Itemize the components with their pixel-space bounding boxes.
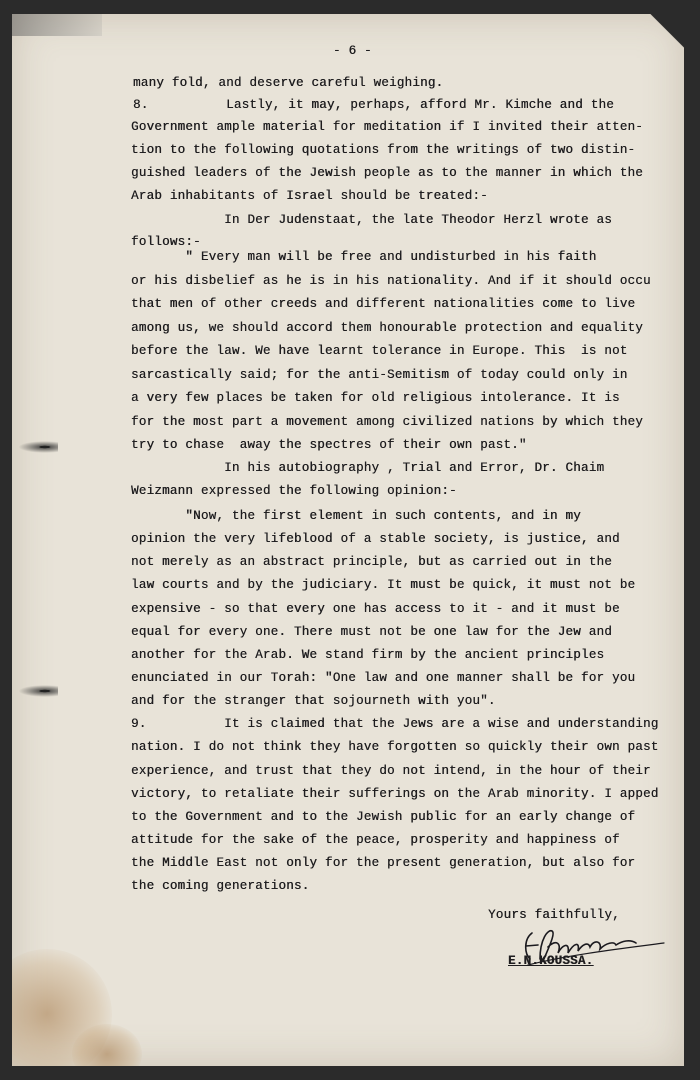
- text-line: try to chase away the spectres of their own past.": [131, 438, 527, 452]
- text-line: or his disbelief as he is in his nationality. And if it should occu: [131, 274, 651, 288]
- text-line: a very few places be taken for old religious intolerance. It is: [131, 391, 620, 405]
- text-line: the coming generations.: [131, 879, 310, 893]
- text-line: attitude for the sake of the peace, prosperity and happiness of: [131, 833, 620, 847]
- text-line: Weizmann expressed the following opinion:-: [131, 484, 457, 498]
- text-line: sarcastically said; for the anti-Semitism of today could only in: [131, 368, 628, 382]
- text-line: Arab inhabitants of Israel should be treated:-: [131, 189, 488, 203]
- text-line: tion to the following quotations from the writings of two distin-: [131, 143, 636, 157]
- text-line: expensive - so that every one has access to it - and it must be: [131, 602, 620, 616]
- text-line: law courts and by the judiciary. It must be quick, it must not be: [131, 578, 636, 592]
- text-line: that men of other creeds and different nationalities come to live: [131, 297, 636, 311]
- text-line: " Every man will be free and undisturbed in his faith: [131, 250, 597, 264]
- text-line: to the Government and to the Jewish public for an early change of: [131, 810, 636, 824]
- page-number: - 6 -: [333, 44, 372, 58]
- text-line: equal for every one. There must not be one law for the Jew and: [131, 625, 612, 639]
- text-line: guished leaders of the Jewish people as to the manner in which the: [131, 166, 643, 180]
- text-line: In Der Judenstaat, the late Theodor Herzl wrote as: [131, 213, 612, 227]
- text-line: experience, and trust that they do not intend, in the hour of their: [131, 764, 651, 778]
- text-line: follows:-: [131, 235, 201, 249]
- closing-salutation: Yours faithfully,: [488, 908, 620, 922]
- text-line: "Now, the first element in such contents, and in my: [131, 509, 581, 523]
- text-line: In his autobiography , Trial and Error, Dr. Chaim: [131, 461, 605, 475]
- text-line: not merely as an abstract principle, but as carried out in the: [131, 555, 612, 569]
- text-line: the Middle East not only for the present generation, but also for: [131, 856, 636, 870]
- text-line: for the most part a movement among civilized nations by which they: [131, 415, 643, 429]
- signatory-name: E.N.KOUSSA.: [508, 954, 594, 968]
- text-line: 9. It is claimed that the Jews are a wise and understanding: [131, 717, 659, 731]
- text-line: Government ample material for meditation if I invited their atten-: [131, 120, 643, 134]
- text-line: 8. Lastly, it may, perhaps, afford Mr. Kimche and the: [133, 98, 614, 112]
- document-page: [12, 14, 684, 1066]
- text-line: before the law. We have learnt tolerance in Europe. This is not: [131, 344, 628, 358]
- text-line: victory, to retaliate their sufferings on the Arab minority. I apped: [131, 787, 659, 801]
- typed-letter-body: [12, 14, 684, 1066]
- text-line: nation. I do not think they have forgotten so quickly their own past: [131, 740, 659, 754]
- text-line: many fold, and deserve careful weighing.: [133, 76, 444, 90]
- text-line: and for the stranger that sojourneth with you".: [131, 694, 496, 708]
- text-line: enunciated in our Torah: "One law and one manner shall be for you: [131, 671, 636, 685]
- text-line: among us, we should accord them honourable protection and equality: [131, 321, 643, 335]
- text-line: another for the Arab. We stand firm by the ancient principles: [131, 648, 605, 662]
- text-line: opinion the very lifeblood of a stable society, is justice, and: [131, 532, 620, 546]
